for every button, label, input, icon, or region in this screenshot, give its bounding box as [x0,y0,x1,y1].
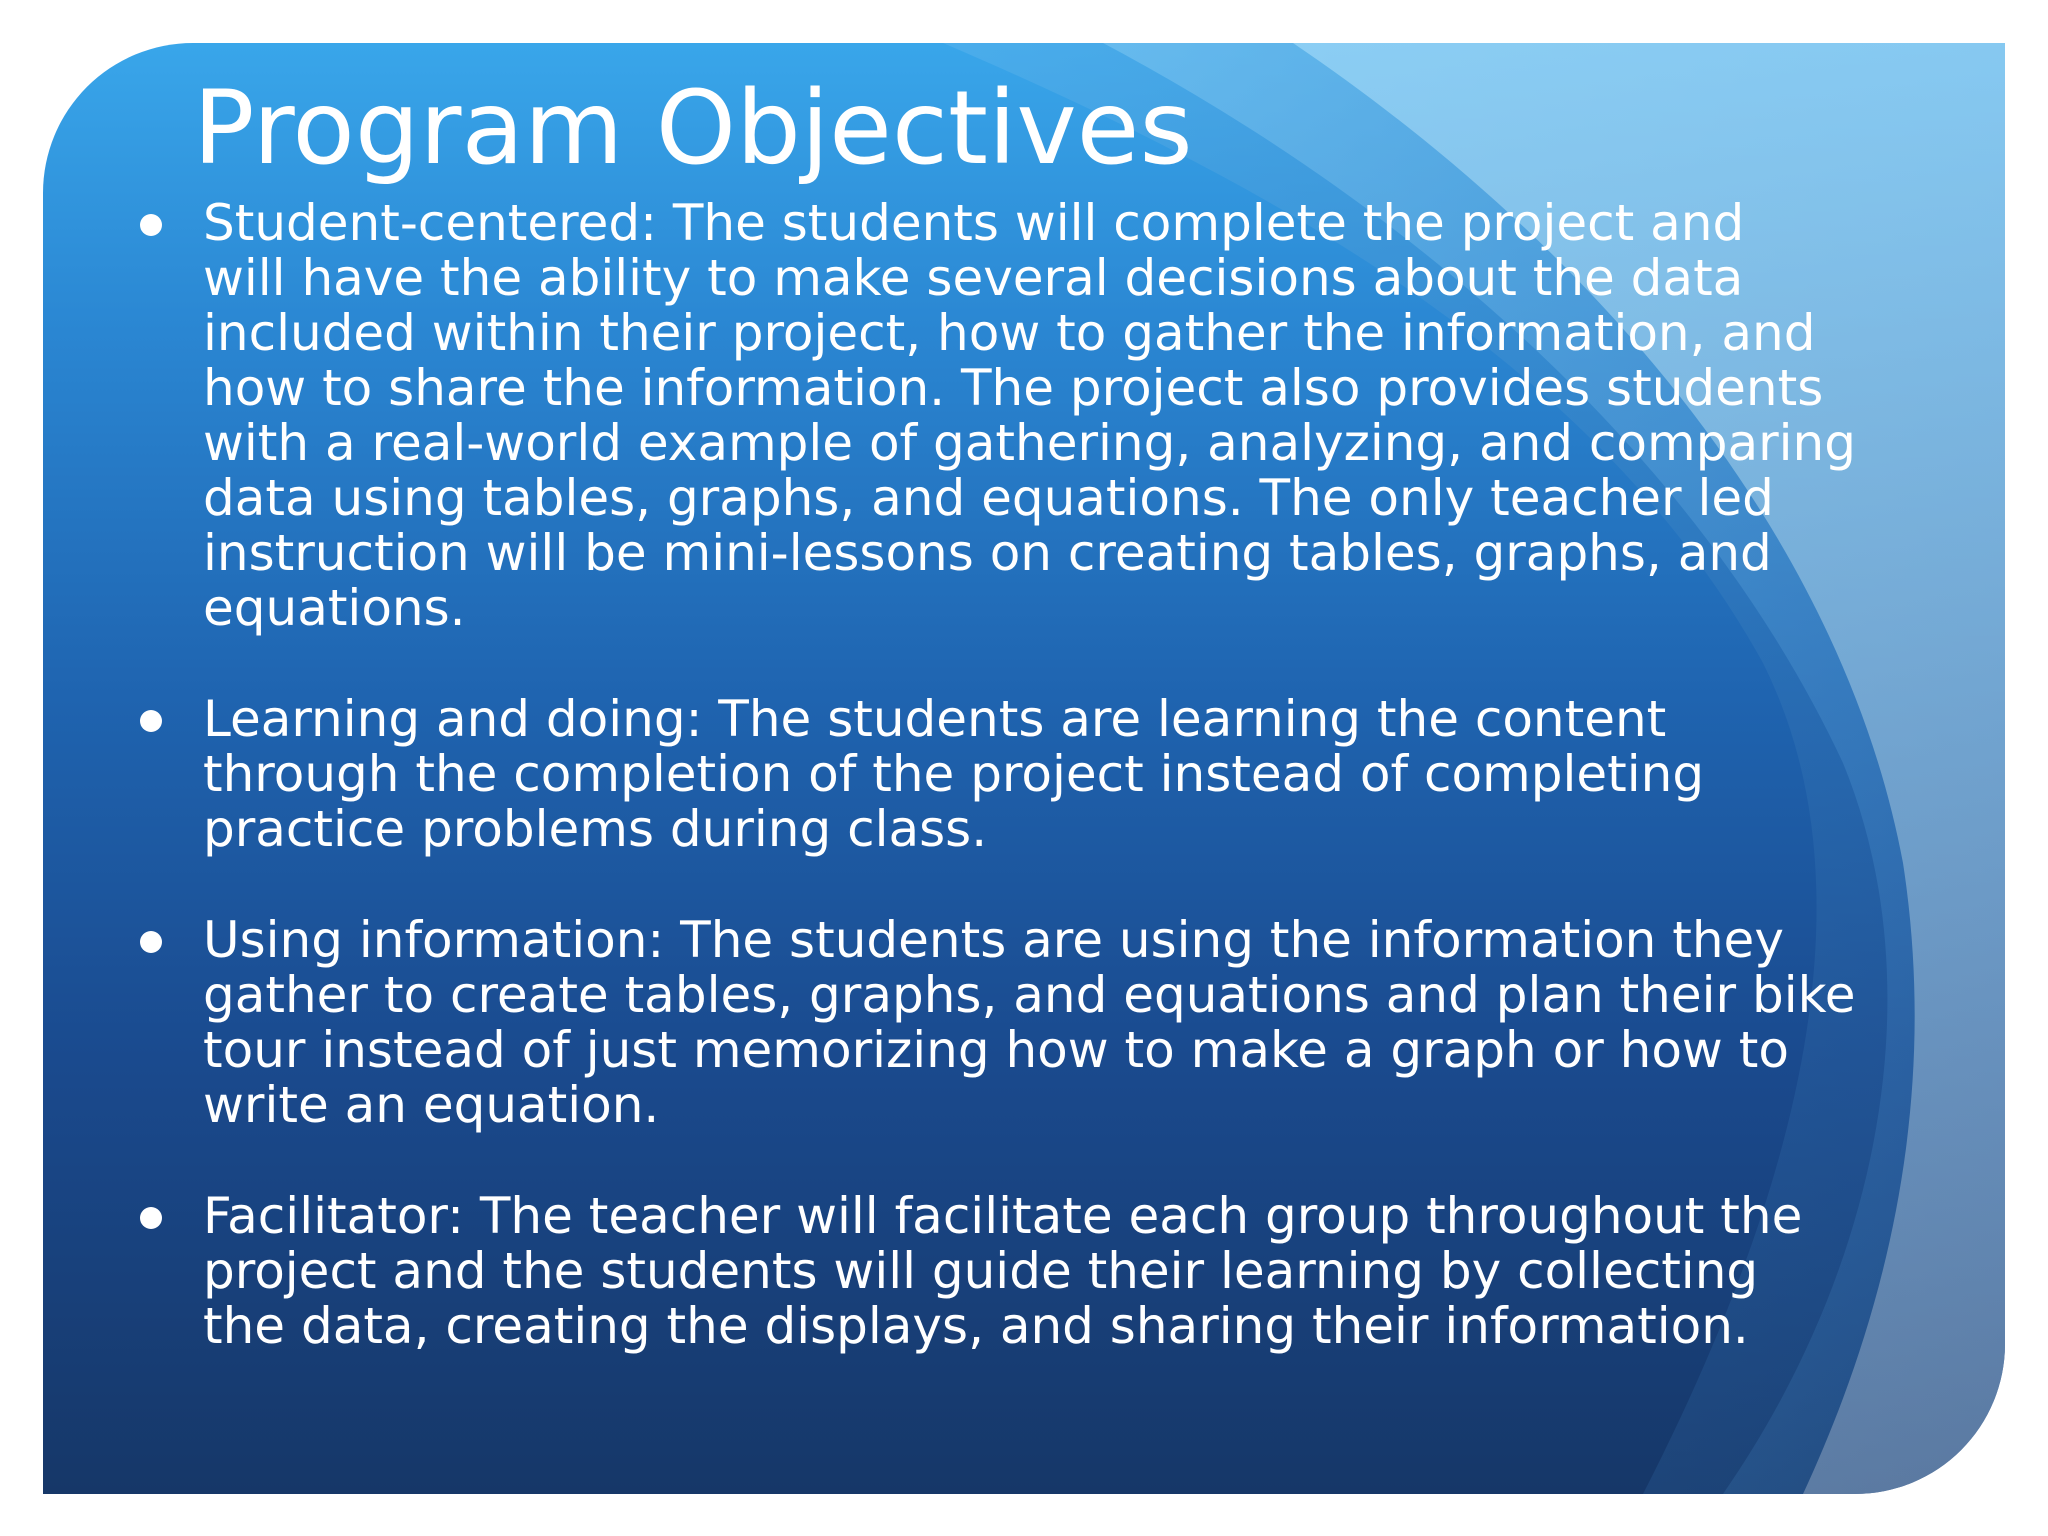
bullet-line: tour instead of just memorizing how to make a graph or how to [203,1021,1789,1079]
bullet-line: included within their project, how to gather the information, and [203,304,1816,362]
bullet-line: Student-centered: The students will complete the project and [203,194,1745,252]
bullet-line: Learning and doing: The students are learning the content [203,690,1667,748]
bullet-line: Using information: The students are using the information they [203,911,1784,969]
bullet-line: write an equation. [203,1076,660,1134]
slide-title: Program Objectives [193,69,1193,188]
bullet-line: practice problems during class. [203,800,988,858]
bullet-line: project and the students will guide their learning by collecting [203,1242,1759,1300]
bullet-dot-icon [140,214,162,236]
bullet-line: gather to create tables, graphs, and equations and plan their bike [203,966,1856,1024]
bullet-dot-icon [140,931,162,953]
objective-student-centered [203,196,1963,636]
objective-learning-and-doing [203,692,1963,857]
objectives-list [203,196,1963,1410]
bullet-line: Facilitator: The teacher will facilitate each group throughout the [203,1187,1803,1245]
objective-facilitator [203,1189,1963,1354]
slide [43,43,2005,1494]
bullet-line: how to share the information. The project also provides students [203,359,1824,417]
bullet-line: the data, creating the displays, and sharing their information. [203,1297,1749,1355]
bullet-line: data using tables, graphs, and equations. The only teacher led [203,469,1774,527]
bullet-dot-icon [140,710,162,732]
bullet-line: will have the ability to make several decisions about the data [203,249,1744,307]
objective-using-information [203,913,1963,1133]
bullet-dot-icon [140,1207,162,1229]
bullet-line: through the completion of the project instead of completing [203,745,1705,803]
bullet-line: instruction will be mini-lessons on creating tables, graphs, and [203,524,1772,582]
bullet-line: equations. [203,579,466,637]
bullet-line: with a real-world example of gathering, analyzing, and comparing [203,414,1856,472]
